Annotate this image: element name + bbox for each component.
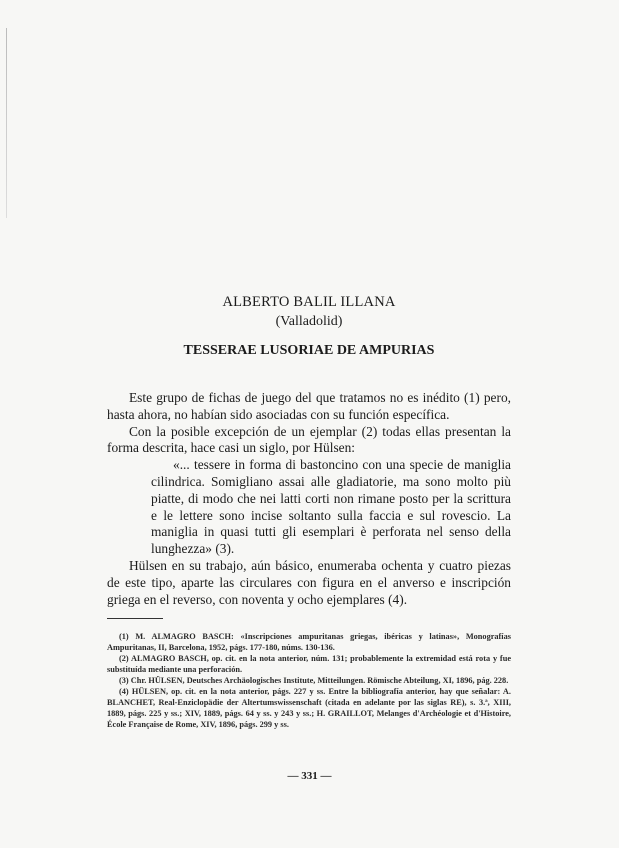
block-quote-text: «... tessere in forma di bastoncino con una specie de maniglia cilindrica. Somigliano assai alle gladiatorie, ma sono molto più piatte, di modo che nei latti corti non rimane posto per la scrittura e le lettere sono incise soltanto sulla faccia e sul rovescio. La maniglia in quasi tutti gli esemplari è perforata nel senso della lunghezza» (3). (151, 457, 511, 557)
footnotes (107, 631, 511, 730)
footnote-4: (4) HÜLSEN, op. cit. en la nota anterior, págs. 227 y ss. Entre la bibliografía anterior, hay que señalar: A. BLANCHET, Real-Enziclopädie der Altertumswissenschaft (citada en adelante por las siglas RE), s. 3.ª, XIII, 1889, págs. 225 y ss.; XIV, 1889, págs. 64 y ss. y 243 y ss.; H. GRAILLOT, Melanges d'Archéologie et d'Histoire, École Française de Rome, XIV, 1896, págs. 299 y ss. (107, 687, 511, 730)
author-affiliation: (Valladolid) (275, 314, 343, 329)
page-number: — 331 — (287, 770, 332, 782)
footnote-separator (107, 618, 163, 619)
article-body (107, 390, 511, 608)
paragraph-2: Con la posible excepción de un ejemplar (2) todas ellas presentan la forma descrita, hace casi un siglo, por Hülsen: (107, 423, 511, 456)
footnote-1: (1) M. ALMAGRO BASCH: «Inscripciones ampuritanas griegas, ibéricas y latinas», Monografías Ampuritanas, II, Barcelona, 1952, págs. 177-180, núms. 130-136. (107, 632, 511, 653)
footnote-3: (3) Chr. HÜLSEN, Deutsches Archäologisches Institute, Mitteilungen. Römische Abteilung, XI, 1896, pág. 228. (119, 676, 509, 686)
author-name: ALBERTO BALIL ILLANA (222, 294, 396, 310)
footnote-2: (2) ALMAGRO BASCH, op. cit. en la nota anterior, núm. 131; probablemente la extremidad está rota y fue substituída mediante una perforación. (107, 654, 511, 675)
article-title: TESSERAE LUSORIAE DE AMPURIAS (183, 343, 435, 358)
paragraph-1: Este grupo de fichas de juego del que tratamos no es inédito (1) pero, hasta ahora, no habían sido asociadas con su función específica. (107, 390, 511, 422)
paragraph-3: Hülsen en su trabajo, aún básico, enumeraba ochenta y cuatro piezas de este tipo, aparte las circulares con figura en el anverso e inscripción griega en el reverso, con noventa y ocho ejemplares (4). (107, 557, 511, 607)
scan-margin-mark (6, 28, 7, 218)
article-page (107, 292, 511, 730)
block-quote (151, 457, 511, 558)
